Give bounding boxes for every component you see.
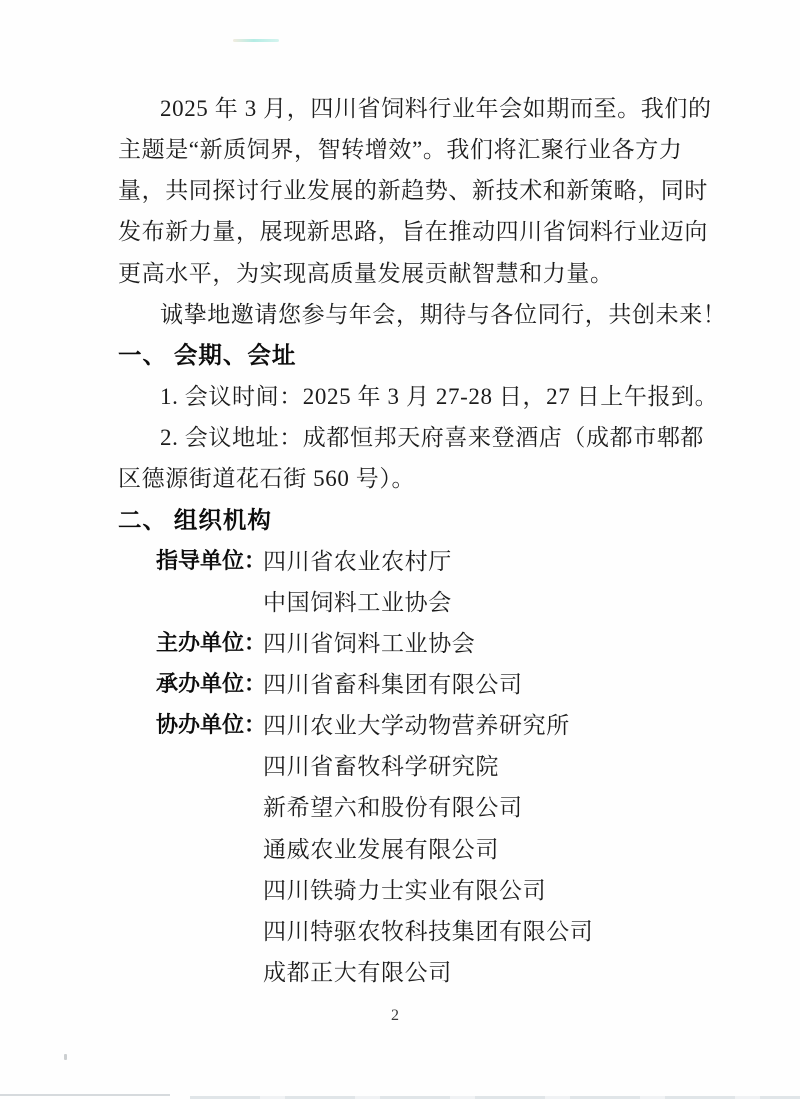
page-number: 2 xyxy=(391,1007,399,1024)
org-name-line: 通威农业发展有限公司 xyxy=(263,836,499,862)
org-row-coorganizer xyxy=(0,703,800,744)
meeting-time-item: 1. 会议时间：2025 年 3 月 27-28 日，27 日上午报到。 xyxy=(160,384,719,410)
org-row-organizer xyxy=(0,662,800,703)
org-name: 四川农业大学动物营养研究所 xyxy=(263,713,570,739)
org-role-label: 指导单位： xyxy=(156,547,267,573)
meeting-address-continuation: 区德源街道花石街 560 号）。 xyxy=(118,466,416,492)
org-role-label: 主办单位： xyxy=(156,629,267,655)
section-1-heading: 一、 会期、会址 xyxy=(118,343,297,370)
org-row-host xyxy=(0,621,800,662)
document-body xyxy=(0,86,800,991)
intro-line: 2025 年 3 月，四川省饲料行业年会如期而至。我们的 xyxy=(160,96,712,122)
scan-artifact-speck xyxy=(64,1054,67,1060)
intro-line: 更高水平，为实现高质量发展贡献智慧和力量。 xyxy=(118,260,614,286)
invitation-line: 诚挚地邀请您参与年会，期待与各位同行，共创未来！ xyxy=(160,301,727,327)
scan-artifact-bottom-edge-left xyxy=(0,1094,170,1096)
section-2-heading: 二、 组织机构 xyxy=(118,507,272,534)
org-row-guidance xyxy=(0,539,800,580)
org-name: 四川省饲料工业协会 xyxy=(263,630,476,656)
org-name-line: 成都正大有限公司 xyxy=(263,960,452,986)
org-name-line: 新希望六和股份有限公司 xyxy=(263,795,523,821)
intro-line: 主题是“新质饲界，智转增效”。我们将汇聚行业各方力 xyxy=(118,137,683,163)
org-role-label: 承办单位： xyxy=(156,671,267,697)
scan-artifact-streak xyxy=(233,39,279,42)
org-role-label: 协办单位： xyxy=(156,712,267,738)
scan-artifact-bottom-edge xyxy=(190,1096,800,1099)
intro-line: 量，共同探讨行业发展的新趋势、新技术和新策略，同时 xyxy=(118,178,708,204)
meeting-address-item: 2. 会议地址：成都恒邦天府喜来登酒店（成都市郫都 xyxy=(160,425,704,451)
intro-line: 发布新力量，展现新思路，旨在推动四川省饲料行业迈向 xyxy=(118,219,708,245)
org-name: 四川省农业农村厅 xyxy=(263,548,452,574)
org-name-line: 四川省畜牧科学研究院 xyxy=(263,754,499,780)
org-name-line: 四川铁骑力士实业有限公司 xyxy=(263,877,547,903)
org-name: 四川省畜科集团有限公司 xyxy=(263,672,523,698)
org-name-line: 四川特驱农牧科技集团有限公司 xyxy=(263,918,594,944)
org-name-line: 中国饲料工业协会 xyxy=(263,589,452,615)
